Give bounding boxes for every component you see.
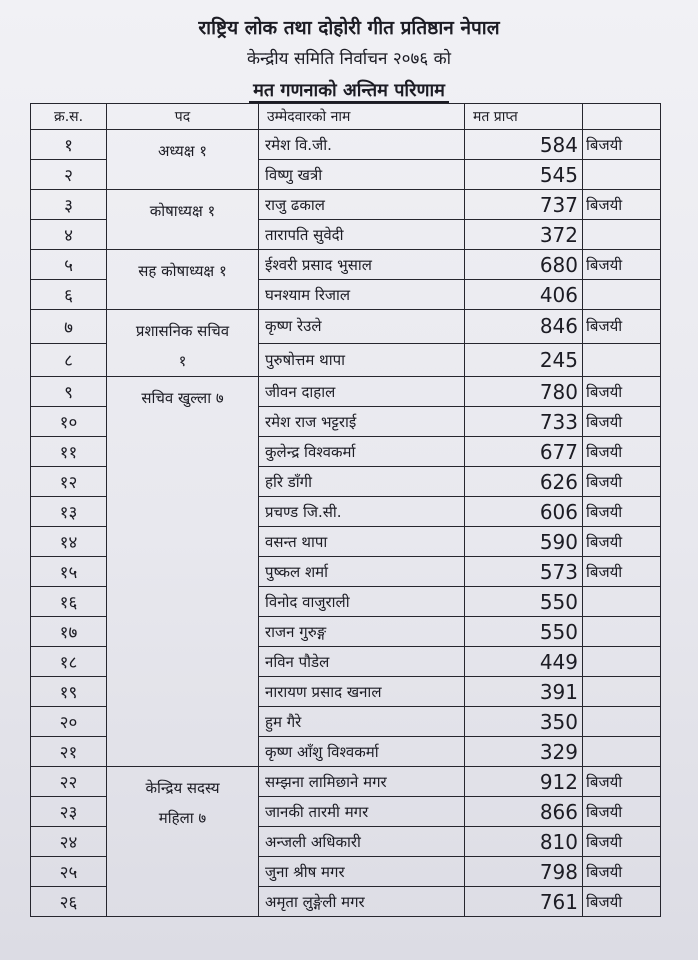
vote-count: 737	[465, 190, 583, 220]
result-heading	[0, 78, 698, 102]
result-label	[583, 220, 661, 250]
result-label: बिजयी	[583, 767, 661, 797]
results-table-body	[31, 130, 661, 917]
row-serial-number: ९	[31, 377, 107, 407]
post-cell	[107, 130, 259, 190]
vote-count: 449	[465, 647, 583, 677]
row-serial-number: १२	[31, 467, 107, 497]
col-header-sn: क्र.स.	[31, 104, 107, 130]
candidate-name: विष्णु खत्री	[259, 160, 465, 190]
result-label: बिजयी	[583, 557, 661, 587]
post-label: अध्यक्ष १	[157, 142, 208, 160]
table-row	[31, 250, 661, 280]
candidate-name: जीवन दाहाल	[259, 377, 465, 407]
table-row	[31, 377, 661, 407]
table-row	[31, 767, 661, 797]
result-label: बिजयी	[583, 130, 661, 160]
table-header-row	[31, 104, 661, 130]
candidate-name: नारायण प्रसाद खनाल	[259, 677, 465, 707]
result-label: बिजयी	[583, 377, 661, 407]
post-cell	[107, 310, 259, 377]
row-serial-number: २४	[31, 827, 107, 857]
result-label: बिजयी	[583, 437, 661, 467]
result-label: बिजयी	[583, 497, 661, 527]
row-serial-number: २३	[31, 797, 107, 827]
candidate-name: राजु ढकाल	[259, 190, 465, 220]
page-subtitle: केन्द्रीय समिति निर्वाचन २०७६ को	[246, 49, 452, 69]
row-serial-number: ३	[31, 190, 107, 220]
post-label: प्रशासनिक सचिव	[135, 322, 230, 340]
row-serial-number: २	[31, 160, 107, 190]
result-label	[583, 160, 661, 190]
candidate-name: नविन पौडेल	[259, 647, 465, 677]
result-label	[583, 343, 661, 377]
candidate-name: अन्जली अधिकारी	[259, 827, 465, 857]
result-label: बिजयी	[583, 250, 661, 280]
result-label	[583, 737, 661, 767]
candidate-name: रमेश वि.जी.	[259, 130, 465, 160]
vote-count: 606	[465, 497, 583, 527]
table-row	[31, 190, 661, 220]
post-label: सह कोषाध्यक्ष १	[138, 262, 227, 280]
candidate-name: राजन गुरुङ्ग	[259, 617, 465, 647]
row-serial-number: ७	[31, 310, 107, 344]
vote-count: 391	[465, 677, 583, 707]
vote-count: 550	[465, 617, 583, 647]
page-title: राष्ट्रिय लोक तथा दोहोरी गीत प्रतिष्ठान नेपाल	[198, 17, 500, 39]
result-label: बिजयी	[583, 857, 661, 887]
vote-count: 372	[465, 220, 583, 250]
candidate-name: कृष्ण रेउले	[259, 310, 465, 344]
row-serial-number: १७	[31, 617, 107, 647]
row-serial-number: ६	[31, 280, 107, 310]
post-label: सचिव खुल्ला ७	[141, 389, 224, 407]
vote-count: 545	[465, 160, 583, 190]
row-serial-number: २५	[31, 857, 107, 887]
col-header-votes: मत प्राप्त	[465, 104, 583, 130]
candidate-name: घनश्याम रिजाल	[259, 280, 465, 310]
results-table	[30, 103, 661, 917]
candidate-name: जानकी तारमी मगर	[259, 797, 465, 827]
result-label: बिजयी	[583, 527, 661, 557]
candidate-name: वसन्त थापा	[259, 527, 465, 557]
row-serial-number: २६	[31, 887, 107, 917]
post-cell	[107, 250, 259, 310]
vote-count: 329	[465, 737, 583, 767]
row-serial-number: २१	[31, 737, 107, 767]
row-serial-number: ११	[31, 437, 107, 467]
result-label	[583, 617, 661, 647]
candidate-name: जुना श्रीष मगर	[259, 857, 465, 887]
candidate-name: ईश्वरी प्रसाद भुसाल	[259, 250, 465, 280]
vote-count: 626	[465, 467, 583, 497]
result-label: बिजयी	[583, 827, 661, 857]
vote-count: 866	[465, 797, 583, 827]
result-label	[583, 587, 661, 617]
candidate-name: कुलेन्द्र विश्वकर्मा	[259, 437, 465, 467]
vote-count: 912	[465, 767, 583, 797]
row-serial-number: १३	[31, 497, 107, 527]
vote-count: 733	[465, 407, 583, 437]
vote-count: 677	[465, 437, 583, 467]
vote-count: 810	[465, 827, 583, 857]
candidate-name: कृष्ण आँशु विश्वकर्मा	[259, 737, 465, 767]
candidate-name: सम्झना लामिछाने मगर	[259, 767, 465, 797]
post-cell	[107, 190, 259, 250]
vote-count: 680	[465, 250, 583, 280]
col-header-result	[583, 104, 661, 130]
result-label: बिजयी	[583, 467, 661, 497]
vote-count: 573	[465, 557, 583, 587]
row-serial-number: १५	[31, 557, 107, 587]
vote-count: 846	[465, 310, 583, 344]
result-heading-text: मत गणनाको अन्तिम परिणाम	[249, 80, 449, 103]
result-label: बिजयी	[583, 407, 661, 437]
result-label	[583, 280, 661, 310]
result-label: बिजयी	[583, 887, 661, 917]
vote-count: 761	[465, 887, 583, 917]
candidate-name: रमेश राज भट्टराई	[259, 407, 465, 437]
candidate-name: हुम गैरे	[259, 707, 465, 737]
table-row	[31, 310, 661, 344]
result-label: बिजयी	[583, 797, 661, 827]
row-serial-number: १६	[31, 587, 107, 617]
post-cell	[107, 767, 259, 917]
candidate-name: तारापति सुवेदी	[259, 220, 465, 250]
col-header-candidate: उम्मेदवारको नाम	[259, 104, 465, 130]
row-serial-number: १९	[31, 677, 107, 707]
post-label: महिला ७	[158, 809, 207, 827]
post-label: केन्द्रिय सदस्य	[145, 779, 220, 797]
result-label	[583, 677, 661, 707]
row-serial-number: २०	[31, 707, 107, 737]
vote-count: 245	[465, 343, 583, 377]
row-serial-number: १८	[31, 647, 107, 677]
table-row	[31, 130, 661, 160]
row-serial-number: १४	[31, 527, 107, 557]
post-label: कोषाध्यक्ष १	[149, 202, 216, 220]
result-label	[583, 647, 661, 677]
col-header-post: पद	[107, 104, 259, 130]
row-serial-number: २२	[31, 767, 107, 797]
vote-count: 550	[465, 587, 583, 617]
post-label: १	[178, 352, 187, 370]
vote-count: 584	[465, 130, 583, 160]
candidate-name: विनोद वाजुराली	[259, 587, 465, 617]
row-serial-number: ४	[31, 220, 107, 250]
candidate-name: पुरुषोत्तम थापा	[259, 343, 465, 377]
result-label	[583, 707, 661, 737]
vote-count: 406	[465, 280, 583, 310]
row-serial-number: १	[31, 130, 107, 160]
result-label: बिजयी	[583, 190, 661, 220]
vote-count: 798	[465, 857, 583, 887]
row-serial-number: ८	[31, 343, 107, 377]
row-serial-number: १०	[31, 407, 107, 437]
candidate-name: पुष्कल शर्मा	[259, 557, 465, 587]
vote-count: 780	[465, 377, 583, 407]
candidate-name: अमृता लुङ्गेली मगर	[259, 887, 465, 917]
result-label: बिजयी	[583, 310, 661, 344]
post-cell	[107, 377, 259, 767]
candidate-name: हरि डाँगी	[259, 467, 465, 497]
vote-count: 350	[465, 707, 583, 737]
vote-count: 590	[465, 527, 583, 557]
candidate-name: प्रचण्ड जि.सी.	[259, 497, 465, 527]
row-serial-number: ५	[31, 250, 107, 280]
